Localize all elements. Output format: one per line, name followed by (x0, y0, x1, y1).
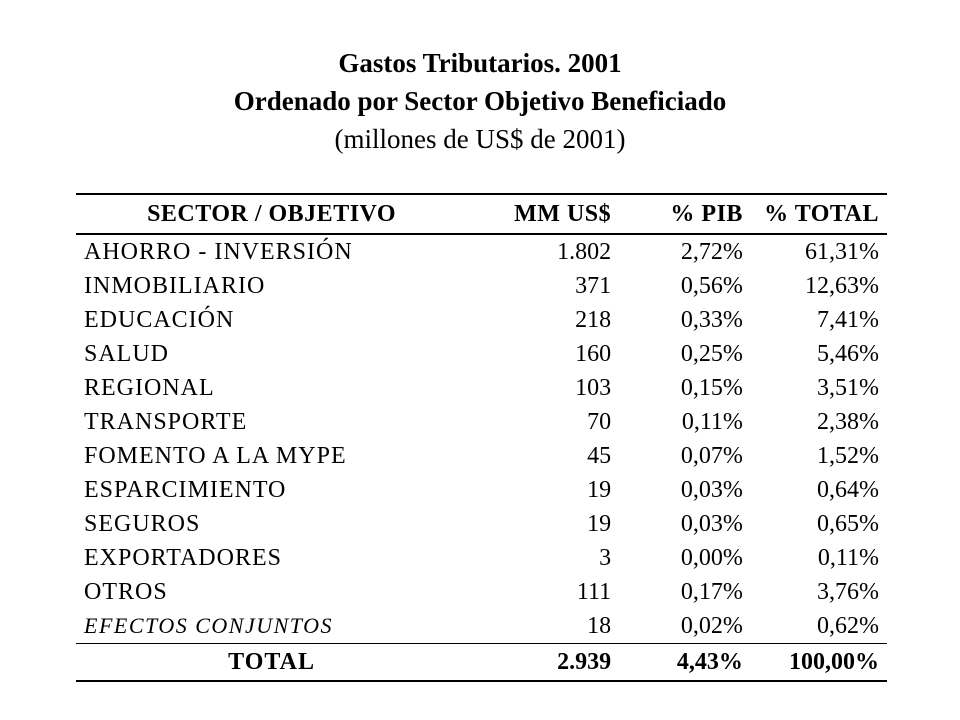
table-row (76, 609, 887, 644)
row-sector: EDUCACIÓN (84, 307, 235, 333)
table-row (76, 234, 887, 269)
table-row (76, 337, 887, 371)
row-sector: EFECTOS CONJUNTOS (84, 613, 334, 638)
row-sector: FOMENTO A LA MYPE (84, 443, 347, 469)
row-mm-usd: 45 (587, 443, 612, 469)
header-pct-pib: % PIB (670, 201, 743, 227)
row-sector: SEGUROS (84, 511, 201, 537)
row-mm-usd: 111 (576, 579, 612, 605)
row-mm-usd: 103 (575, 375, 612, 401)
row-pct-pib: 0,00% (680, 545, 743, 571)
table-row (76, 473, 887, 507)
row-pct-total: 3,76% (817, 579, 879, 605)
table-row (76, 507, 887, 541)
table-row (76, 371, 887, 405)
row-pct-pib: 0,11% (681, 409, 743, 435)
total-mm-usd: 2.939 (557, 649, 612, 675)
row-pct-pib: 0,33% (680, 307, 743, 333)
row-sector: EXPORTADORES (84, 545, 282, 571)
table-row (76, 575, 887, 609)
row-pct-total: 0,64% (817, 477, 879, 503)
row-pct-total: 1,52% (817, 443, 879, 469)
row-sector: INMOBILIARIO (84, 273, 266, 299)
row-pct-total: 12,63% (805, 273, 879, 299)
table-row (76, 405, 887, 439)
row-pct-pib: 0,15% (680, 375, 743, 401)
row-mm-usd: 371 (575, 273, 612, 299)
row-sector: TRANSPORTE (84, 409, 248, 435)
total-label: TOTAL (228, 649, 315, 675)
row-mm-usd: 19 (587, 511, 612, 537)
row-mm-usd: 218 (575, 307, 612, 333)
row-pct-total: 0,11% (817, 545, 879, 571)
total-row (76, 644, 887, 682)
row-mm-usd: 160 (575, 341, 612, 367)
title-block (0, 44, 960, 158)
row-pct-pib: 0,07% (680, 443, 743, 469)
header-mm-usd: MM US$ (514, 201, 612, 227)
page-title: Gastos Tributarios. 2001 (338, 48, 622, 78)
row-pct-pib: 0,03% (680, 511, 743, 537)
row-pct-total: 5,46% (817, 341, 879, 367)
row-pct-pib: 0,25% (680, 341, 743, 367)
row-mm-usd: 3 (599, 545, 612, 571)
table-row (76, 303, 887, 337)
header-pct-total: % TOTAL (764, 201, 879, 227)
row-mm-usd: 1.802 (557, 239, 612, 265)
row-pct-total: 3,51% (817, 375, 879, 401)
row-sector: AHORRO - INVERSIÓN (84, 239, 353, 265)
row-pct-pib: 2,72% (680, 239, 743, 265)
row-mm-usd: 19 (587, 477, 612, 503)
total-pct-pib: 4,43% (676, 649, 743, 675)
table-row (76, 541, 887, 575)
row-pct-total: 0,65% (817, 511, 879, 537)
table-row (76, 439, 887, 473)
page-subtitle: Ordenado por Sector Objetivo Beneficiado (233, 86, 727, 116)
header-sector: SECTOR / OBJETIVO (147, 201, 397, 227)
row-mm-usd: 18 (587, 613, 612, 639)
table-row (76, 269, 887, 303)
row-mm-usd: 70 (587, 409, 612, 435)
row-pct-total: 0,62% (817, 613, 879, 639)
row-pct-pib: 0,03% (680, 477, 743, 503)
row-sector: SALUD (84, 341, 170, 367)
units-caption: (millones de US$ de 2001) (334, 124, 626, 154)
row-sector: ESPARCIMIENTO (84, 477, 287, 503)
total-pct-total: 100,00% (789, 649, 879, 675)
row-pct-total: 2,38% (817, 409, 879, 435)
row-pct-total: 7,41% (817, 307, 879, 333)
row-pct-total: 61,31% (805, 239, 879, 265)
header-row (76, 194, 887, 234)
row-pct-pib: 0,17% (680, 579, 743, 605)
row-pct-pib: 0,02% (680, 613, 743, 639)
row-sector: REGIONAL (84, 375, 215, 401)
tax-expenditure-table (76, 193, 887, 682)
row-pct-pib: 0,56% (680, 273, 743, 299)
row-sector: OTROS (84, 579, 168, 605)
